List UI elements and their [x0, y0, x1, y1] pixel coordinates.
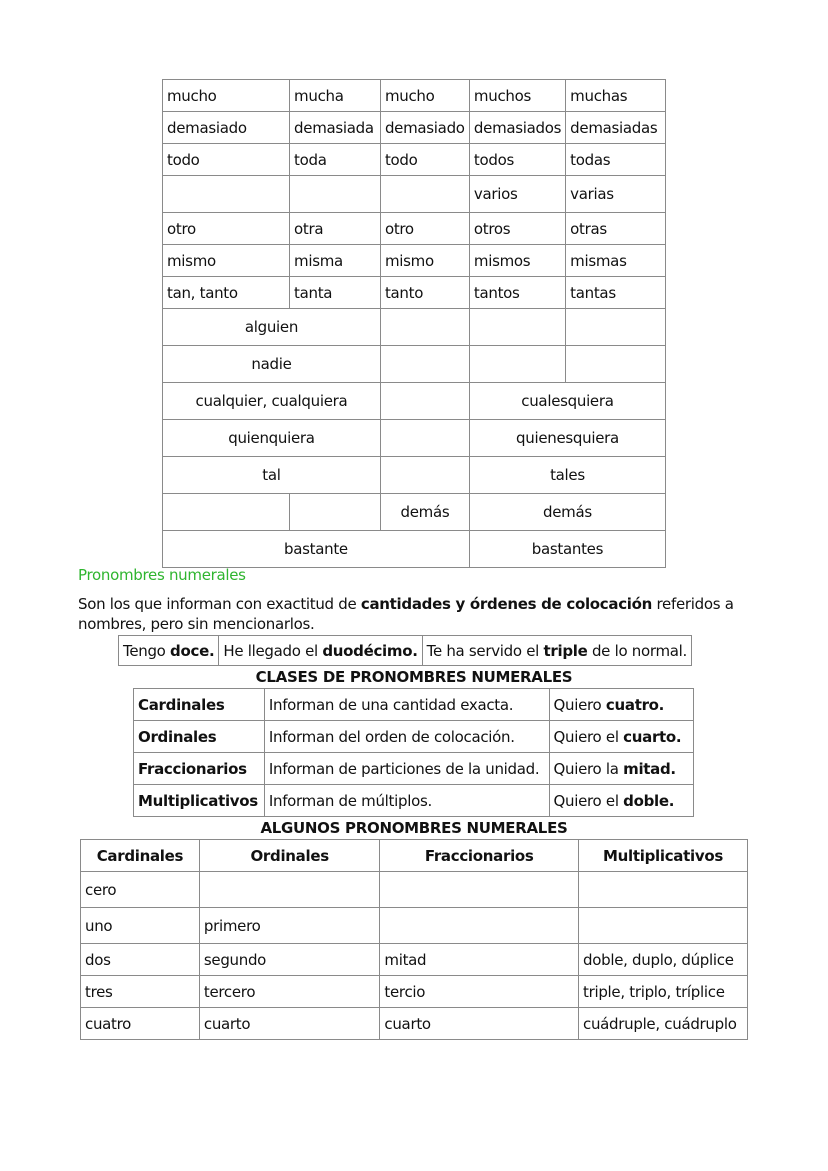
cell: cuatro [81, 1008, 200, 1040]
text: Tengo [123, 641, 171, 660]
class-desc: Informan del orden de colocación. [264, 721, 549, 753]
example-cell [422, 636, 691, 666]
cell [380, 176, 469, 213]
cell [469, 346, 565, 383]
table-row [81, 1008, 748, 1040]
text: de lo normal. [587, 641, 688, 660]
cell: demás [469, 494, 665, 531]
table-row [163, 176, 666, 213]
cell: mucho [380, 80, 469, 112]
class-name: Ordinales [134, 721, 265, 753]
table-row [163, 383, 666, 420]
cell [380, 457, 469, 494]
text: Te ha servido el [426, 641, 544, 660]
cell [290, 176, 381, 213]
cell: cuarto [199, 1008, 380, 1040]
table-row [163, 245, 666, 277]
cell [579, 872, 748, 908]
table-row [81, 944, 748, 976]
indefinite-pronouns-table [162, 79, 666, 568]
cell: otra [290, 213, 381, 245]
text: referidos a nombres, pero sin mencionarlos. [78, 595, 734, 633]
table-row [134, 785, 694, 817]
table-row [119, 636, 692, 666]
cell: tanto [380, 277, 469, 309]
cell: uno [81, 908, 200, 944]
cell: muchos [469, 80, 565, 112]
table-row [134, 753, 694, 785]
cell: alguien [163, 309, 381, 346]
cell: tres [81, 976, 200, 1008]
cell [579, 908, 748, 944]
cell [380, 908, 579, 944]
class-example: Quiero el doble. [549, 785, 694, 817]
cell: segundo [199, 944, 380, 976]
table-row [163, 112, 666, 144]
class-desc: Informan de particiones de la unidad. [264, 753, 549, 785]
table-row [134, 689, 694, 721]
section-heading: Pronombres numerales [78, 566, 246, 584]
cell: demasiados [469, 112, 565, 144]
cell: varios [469, 176, 565, 213]
cell: demasiada [290, 112, 381, 144]
cell: doble, duplo, dúplice [579, 944, 748, 976]
bold-text: cantidades y órdenes de colocación [360, 595, 653, 613]
cell: demasiadas [566, 112, 666, 144]
text: He llegado el [223, 641, 323, 660]
cell: todas [566, 144, 666, 176]
table-row [163, 346, 666, 383]
cell: mitad [380, 944, 579, 976]
cell: nadie [163, 346, 381, 383]
table-row [163, 420, 666, 457]
cell: tantas [566, 277, 666, 309]
cell [380, 383, 469, 420]
cell: mismo [163, 245, 290, 277]
class-example: Quiero el cuarto. [549, 721, 694, 753]
cell: mismas [566, 245, 666, 277]
cell: demás [380, 494, 469, 531]
cell: tantos [469, 277, 565, 309]
example-cell [119, 636, 219, 666]
cell: cero [81, 872, 200, 908]
cell: tanta [290, 277, 381, 309]
table-row [134, 721, 694, 753]
cell: demasiado [380, 112, 469, 144]
table-row [163, 531, 666, 568]
cell: otras [566, 213, 666, 245]
cell: cualquier, cualquiera [163, 383, 381, 420]
class-name: Cardinales [134, 689, 265, 721]
table-row [163, 309, 666, 346]
bold-text: duodécimo. [322, 641, 418, 660]
table-row [81, 908, 748, 944]
cell: bastantes [469, 531, 665, 568]
cell: misma [290, 245, 381, 277]
table-row [163, 80, 666, 112]
cell: mucha [290, 80, 381, 112]
column-header: Fraccionarios [380, 840, 579, 872]
class-desc: Informan de múltiplos. [264, 785, 549, 817]
table-row [81, 976, 748, 1008]
cell [199, 872, 380, 908]
class-desc: Informan de una cantidad exacta. [264, 689, 549, 721]
table-row [81, 872, 748, 908]
cell: tercio [380, 976, 579, 1008]
class-example: Quiero la mitad. [549, 753, 694, 785]
some-title: ALGUNOS PRONOMBRES NUMERALES [260, 819, 568, 837]
text: Son los que informan con exactitud de [78, 595, 361, 613]
cell [163, 176, 290, 213]
cell: muchas [566, 80, 666, 112]
class-name: Fraccionarios [134, 753, 265, 785]
cell [163, 494, 290, 531]
bold-text: triple [543, 641, 588, 660]
cell: todo [380, 144, 469, 176]
header-row [81, 840, 748, 872]
table-row [163, 213, 666, 245]
numerals-table [80, 839, 748, 1040]
classes-table [133, 688, 694, 817]
cell: otro [163, 213, 290, 245]
cell: otros [469, 213, 565, 245]
bold-text: doce. [170, 641, 215, 660]
cell [290, 494, 381, 531]
cell: quienquiera [163, 420, 381, 457]
table-row [163, 457, 666, 494]
cell: tan, tanto [163, 277, 290, 309]
cell: toda [290, 144, 381, 176]
column-header: Ordinales [199, 840, 380, 872]
column-header: Cardinales [81, 840, 200, 872]
class-name: Multiplicativos [134, 785, 265, 817]
cell: mucho [163, 80, 290, 112]
table-row [163, 494, 666, 531]
cell [566, 309, 666, 346]
table-row [163, 144, 666, 176]
cell [380, 420, 469, 457]
cell: tal [163, 457, 381, 494]
definition-paragraph [78, 594, 778, 634]
cell [566, 346, 666, 383]
cell: cuarto [380, 1008, 579, 1040]
cell: varias [566, 176, 666, 213]
cell: otro [380, 213, 469, 245]
example-cell [219, 636, 422, 666]
cell: triple, triplo, tríplice [579, 976, 748, 1008]
class-example: Quiero cuatro. [549, 689, 694, 721]
cell: cuádruple, cuádruplo [579, 1008, 748, 1040]
cell: todos [469, 144, 565, 176]
cell: tercero [199, 976, 380, 1008]
cell [380, 309, 469, 346]
cell [469, 309, 565, 346]
cell [380, 872, 579, 908]
cell: mismos [469, 245, 565, 277]
cell: tales [469, 457, 665, 494]
cell: mismo [380, 245, 469, 277]
cell [380, 346, 469, 383]
cell: bastante [163, 531, 470, 568]
classes-title: CLASES DE PRONOMBRES NUMERALES [255, 668, 573, 686]
examples-table [118, 635, 692, 666]
cell: demasiado [163, 112, 290, 144]
cell: todo [163, 144, 290, 176]
cell: quienesquiera [469, 420, 665, 457]
cell: dos [81, 944, 200, 976]
cell: cualesquiera [469, 383, 665, 420]
column-header: Multiplicativos [579, 840, 748, 872]
cell: primero [199, 908, 380, 944]
table-row [163, 277, 666, 309]
